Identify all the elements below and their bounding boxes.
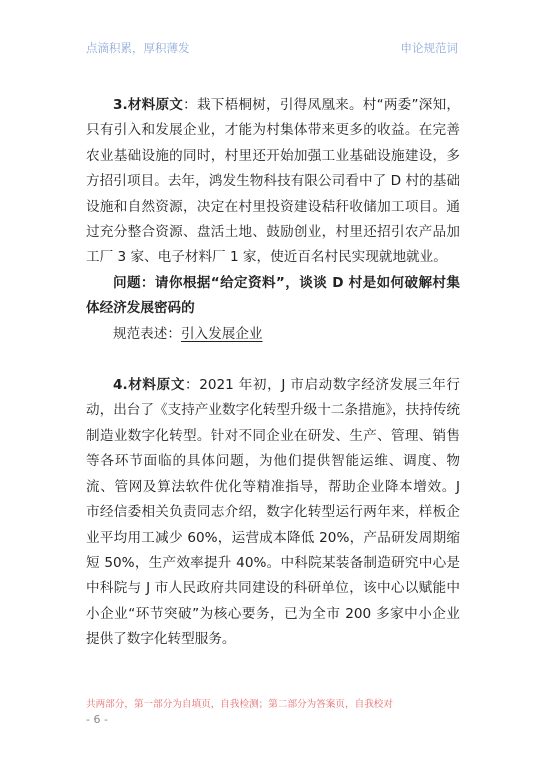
page-header: [86, 40, 458, 56]
section-4-material-label: 4.材料原文: [113, 377, 186, 394]
section-3-material-label: 3.材料原文: [113, 97, 184, 113]
section-4-colon: ：: [185, 377, 200, 394]
section-3-answer-text: 引入发展企业: [180, 325, 263, 342]
section-4-material-text: 2021 年初，J 市启动数字经济发展三年行动，出台了《支持产业数字化转型升级十二条措施》，扶持传统制造业数字化转型。针对不同企业在研发、生产、管理、销售等各环节面临的具体问题，为他们提供智能运维、调度、物流、管网及算法软件优化等精准指导，帮助企业降本增效。J 市经信委相关负责同志介绍，数字化转型运行两年来，样板企业平均用工减少 60%，运营成本降低 20%，产品研发周期缩短 50%，生产效率提升 40%。中科院某装备制造研究中心是中科院与 J 市人民政府共同建设的科研单位，该中心以赋能中小企业“环节突破”为核心要务，已为全市 200 多家中小企业提供了数字化转型服务。: [86, 377, 461, 648]
section-3-answer-label: 规范表述：: [113, 325, 181, 342]
section-3-colon: ：: [183, 97, 197, 113]
section-spacer: [86, 347, 460, 373]
header-title: 申论规范词: [400, 41, 458, 55]
section-3-material: [86, 93, 460, 271]
footer-note: 共两部分，第一部分为自填页，自我检测；第二部分为答案页，自我校对: [86, 699, 393, 710]
header-slogan: 点滴积累，厚积薄发: [86, 41, 190, 55]
section-4-material: [86, 373, 460, 652]
page-number: - 6 -: [86, 713, 108, 726]
section-3-question: 问题：请你根据“给定资料”，谈谈 D 村是如何破解村集体经济发展密码的: [86, 274, 460, 317]
document-body: [86, 93, 460, 653]
section-3-material-text: 栽下梧桐树，引得凤凰来。村“两委”深知，只有引入和发展企业，才能为村集体带来更多的收益。在完善农业基础设施的同时，村里还开始加强工业基础设施建设，多方招引项目。去年，鸿发生物科技有限公司看中了 D 村的基础设施和自然资源，决定在村里投资建设秸秆收储加工项目。通过充分整合资源、盘活土地、鼓励创业，村里还招引农产品加工厂 3 家、电子材料厂 1 家，使近百名村民实现就地就业。: [86, 97, 460, 266]
section-3-answer: [86, 322, 460, 347]
